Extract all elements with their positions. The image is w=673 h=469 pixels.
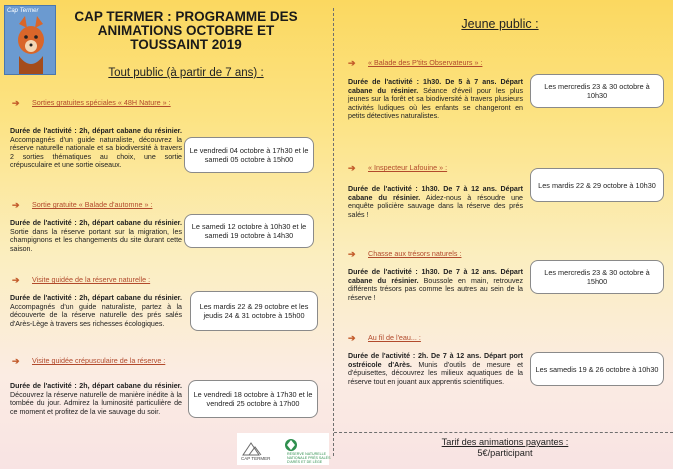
vertical-divider (333, 8, 334, 456)
page-title: CAP TERMER : PROGRAMME DES ANIMATIONS OCTOBRE ET TOUSSAINT 2019 (74, 9, 298, 52)
activity-description: Durée de l'activité : 1h30. De 5 à 7 ans. Départ cabane du résinier. Séance d'éveil pour les plus jeunes sur la forêt et sa biodiversité à travers plusieurs activités ludiques où les enfants se changeront en petits détectives naturalistes. (348, 78, 523, 121)
activity-title: Visite guidée crépusculaire de la réserve : (32, 356, 166, 365)
activity-dates: Les mardis 22 & 29 octobre à 10h30 (530, 168, 664, 202)
activity-dates: Les mardis 22 & 29 octobre et les jeudis 24 & 31 octobre à 15h00 (190, 291, 318, 331)
reserve-logo: RÉSERVE NATURELLE NATIONALE PRÉS SALÉS D'ARÈS ET DE LÈGE (287, 452, 331, 464)
horizontal-divider (334, 432, 673, 433)
activity-description: Durée de l'activité : 2h, départ cabane du résinier. Sortie dans la réserve portant sur la migration, les champignons et les changements du site durant cette saison. (10, 219, 182, 253)
activity-title: Sorties gratuites spéciales « 48H Nature » : (32, 98, 171, 107)
tarif-title: Tarif des animations payantes : (441, 437, 569, 447)
activity-title: « Balade des P'tits Observateurs » : (368, 58, 483, 67)
arrow-icon: ➔ (348, 58, 356, 68)
arrow-icon: ➔ (12, 275, 20, 285)
activity-title: Chasse aux trésors naturels : (368, 249, 462, 258)
arrow-icon: ➔ (348, 333, 356, 343)
activity-description: Durée de l'activité : 2h, départ cabane du résinier. Découvrez la réserve naturelle de manière inédite à la tombée du jour. Admirez la luminosité particulière de ce moment et profitez de la vie sauvage du soir. (10, 382, 182, 416)
activity-title: Au fil de l'eau... : (368, 333, 421, 342)
arrow-icon: ➔ (348, 249, 356, 259)
arrow-icon: ➔ (348, 163, 356, 173)
tout-public-heading: Tout public (à partir de 7 ans) : (108, 67, 264, 79)
tarif-value: 5€/participant (477, 448, 533, 458)
activity-title: « Inspecteur Lafouine » : (368, 163, 448, 172)
activity-dates: Le samedi 12 octobre à 10h30 et le samedi 19 octobre à 14h30 (184, 214, 314, 248)
tarif-block (340, 437, 670, 459)
activity-description: Durée de l'activité : 1h30. De 7 à 12 ans. Départ cabane du résinier. Boussole en main, retrouvez différents trésors pas comme les autres au sein de la réserve ! (348, 268, 523, 302)
activity-title: Sortie gratuite « Balade d'automne » : (32, 200, 153, 209)
arrow-icon: ➔ (12, 200, 20, 210)
logo-caption: Cap Termer (7, 8, 39, 14)
activity-title: Visite guidée de la réserve naturelle : (32, 275, 151, 284)
activity-description: Durée de l'activité : 1h30. De 7 à 12 ans. Départ cabane du résinier. Aidez-nous à résoudre une enquête policière sauvage dans la réserve des prés salés ! (348, 185, 523, 219)
fox-icon (5, 6, 57, 76)
activity-dates: Les mercredis 23 & 30 octobre à 15h00 (530, 260, 664, 294)
partner-logos (237, 433, 329, 465)
jeune-public-heading: Jeune public : (461, 17, 539, 31)
activity-dates: Le vendredi 04 octobre à 17h30 et le samedi 05 octobre à 15h00 (184, 137, 314, 173)
activity-description: Durée de l'activité : 2h, départ cabane du résinier. Accompagnés d'un guide naturaliste, partez à la découverte de la réserve naturelle des prés salés d'Arès-Lège à travers ses richesses écologiques. (10, 294, 182, 328)
activity-dates: Les mercredis 23 & 30 octobre à 10h30 (530, 74, 664, 108)
cap-termer-logo (4, 5, 56, 75)
activity-dates: Le vendredi 18 octobre à 17h30 et le vendredi 25 octobre à 17h00 (188, 380, 318, 418)
activity-description: Durée de l'activité : 2h, départ cabane du résinier. Accompagnés d'un guide naturaliste, découvrez la réserve naturelle nationale et sa biodiversité à travers 2 sorties thématiques au choix, une sortie crépusculaire et une sortie oiseaux. (10, 127, 182, 170)
arrow-icon: ➔ (12, 98, 20, 108)
arrow-icon: ➔ (12, 356, 20, 366)
activity-description: Durée de l'activité : 2h. De 7 à 12 ans. Départ port ostréicole d'Arès. Munis d'outils de mesure et d'épuisettes, découvrez les milieux aquatiques de la réserve tout en jouant aux apprentis scientifiques. (348, 352, 523, 386)
activity-dates: Les samedis 19 & 26 octobre à 10h30 (530, 352, 664, 386)
cap-termer-footer-logo: CAP TERMER (241, 456, 271, 461)
